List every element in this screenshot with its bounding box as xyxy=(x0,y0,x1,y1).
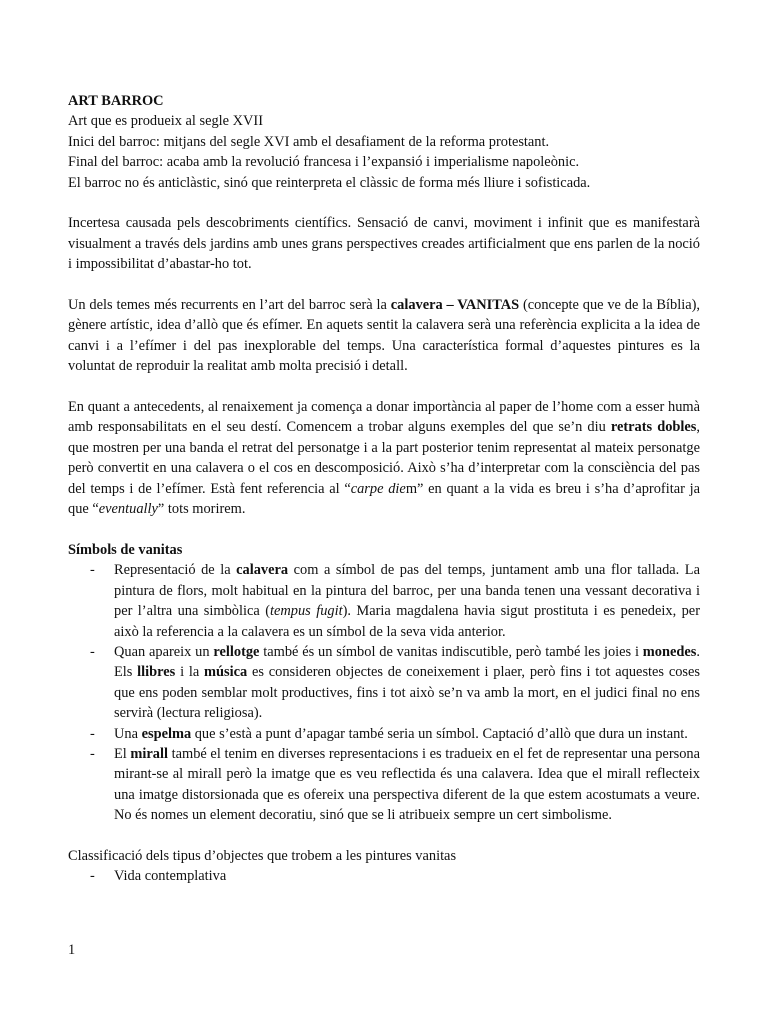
paragraph-science: Incertesa causada pels descobriments científics. Sensació de canvi, moviment i infinit que es manifestarà visualment a través dels jardins amb unes grans perspectives creades artificialment que ens parlen de la noció i impossibilitat d’abastar-ho tot. xyxy=(68,215,700,273)
symbols-list xyxy=(68,560,700,825)
paragraph-vanitas: Un dels temes més recurrents en l’art del barroc serà la calavera – VANITAS (concepte que ve de la Bíblia), gènere artístic, idea d’allò que és efímer. En aquets sentit la calavera serà una referència explicita a la idea de canvi i a l’efímer i del pas inexplorable del temps. Una característica formal d’aquestes pintures es la voluntat de reproduir la realitat amb molta precisió i detall. xyxy=(68,297,701,375)
symbols-heading: Símbols de vanitas xyxy=(68,541,183,558)
document-page xyxy=(68,91,700,887)
page-number: 1 xyxy=(68,942,76,958)
list-item: - Representació de la calavera com a símbol de pas del temps, juntament amb una flor tallada. La pintura de flors, molt habitual en la pintura del barroc, per una banda tenen una vessant decorativa i per l’altra una simbòlica (tempus fugit). Maria magdalena havia sigut prostituta i es penedeix, per això la referencia a la calavera es un símbol de la seva vida anterior. xyxy=(90,562,700,640)
list-item: - Vida contemplativa xyxy=(90,868,227,885)
intro-line-3: Final del barroc: acaba amb la revolució francesa i l’expansió i imperialisme napoleònic. xyxy=(68,154,580,171)
classification-list xyxy=(68,866,700,886)
doc-title: ART BARROC xyxy=(68,93,164,109)
intro-line-1: Art que es produeix al segle XVII xyxy=(68,113,264,130)
intro-line-4: El barroc no és anticlàstic, sinó que reinterpreta el clàssic de forma més lliure i sofisticada. xyxy=(68,174,591,191)
list-item: - Una espelma que s’està a punt d’apagar també seria un símbol. Captació d’allò que dura un instant. xyxy=(90,725,688,742)
intro-line-2: Inici del barroc: mitjans del segle XVI amb el desafiament de la reforma protestant. xyxy=(68,133,550,150)
paragraph-antecedents: En quant a antecedents, al renaixement ja comença a donar importància al paper de l’home com a esser humà amb responsabilitats en el seu destí. Comencem a trobar alguns exemples del que se’n diu retrats dobles, que mostren per una banda el retrat del personatge i a la part posterior tenim representat al mateix personatge però convertit en una calavera o el cos en descomposició. Això s’ha d’interpretar com la consciència del pas del temps i de l’efímer. Està fent referencia al “carpe diem” en quant a la vida es breu i s’ha d’aprofitar ja que “eventually” tots morirem. xyxy=(68,399,701,518)
list-item: - Quan apareix un rellotge també és un símbol de vanitas indiscutible, però també les joies i monedes. Els llibres i la música es consideren objectes de coneixement i plaer, però fins i tot aquestes coses que ens poden semblar molt productives, fins i tot això se’n va amb la mort, en el judici final no ens servirà (lectura religiosa). xyxy=(90,643,700,722)
list-item: - El mirall també el tenim en diverses representacions i es tradueix en el fet de representar una persona mirant-se al mirall però la imatge que es veu reflectida és una calavera. Idea que el mirall reflecteix una imatge distorsionada que es ofereix una perspectiva diferent de la que estem acostumats a veure. No és nomes un element decoratiu, sinó que se li atribueix sempre un cert simbolisme. xyxy=(90,745,700,824)
classification-intro: Classificació dels tipus d’objectes que trobem a les pintures vanitas xyxy=(68,847,457,864)
